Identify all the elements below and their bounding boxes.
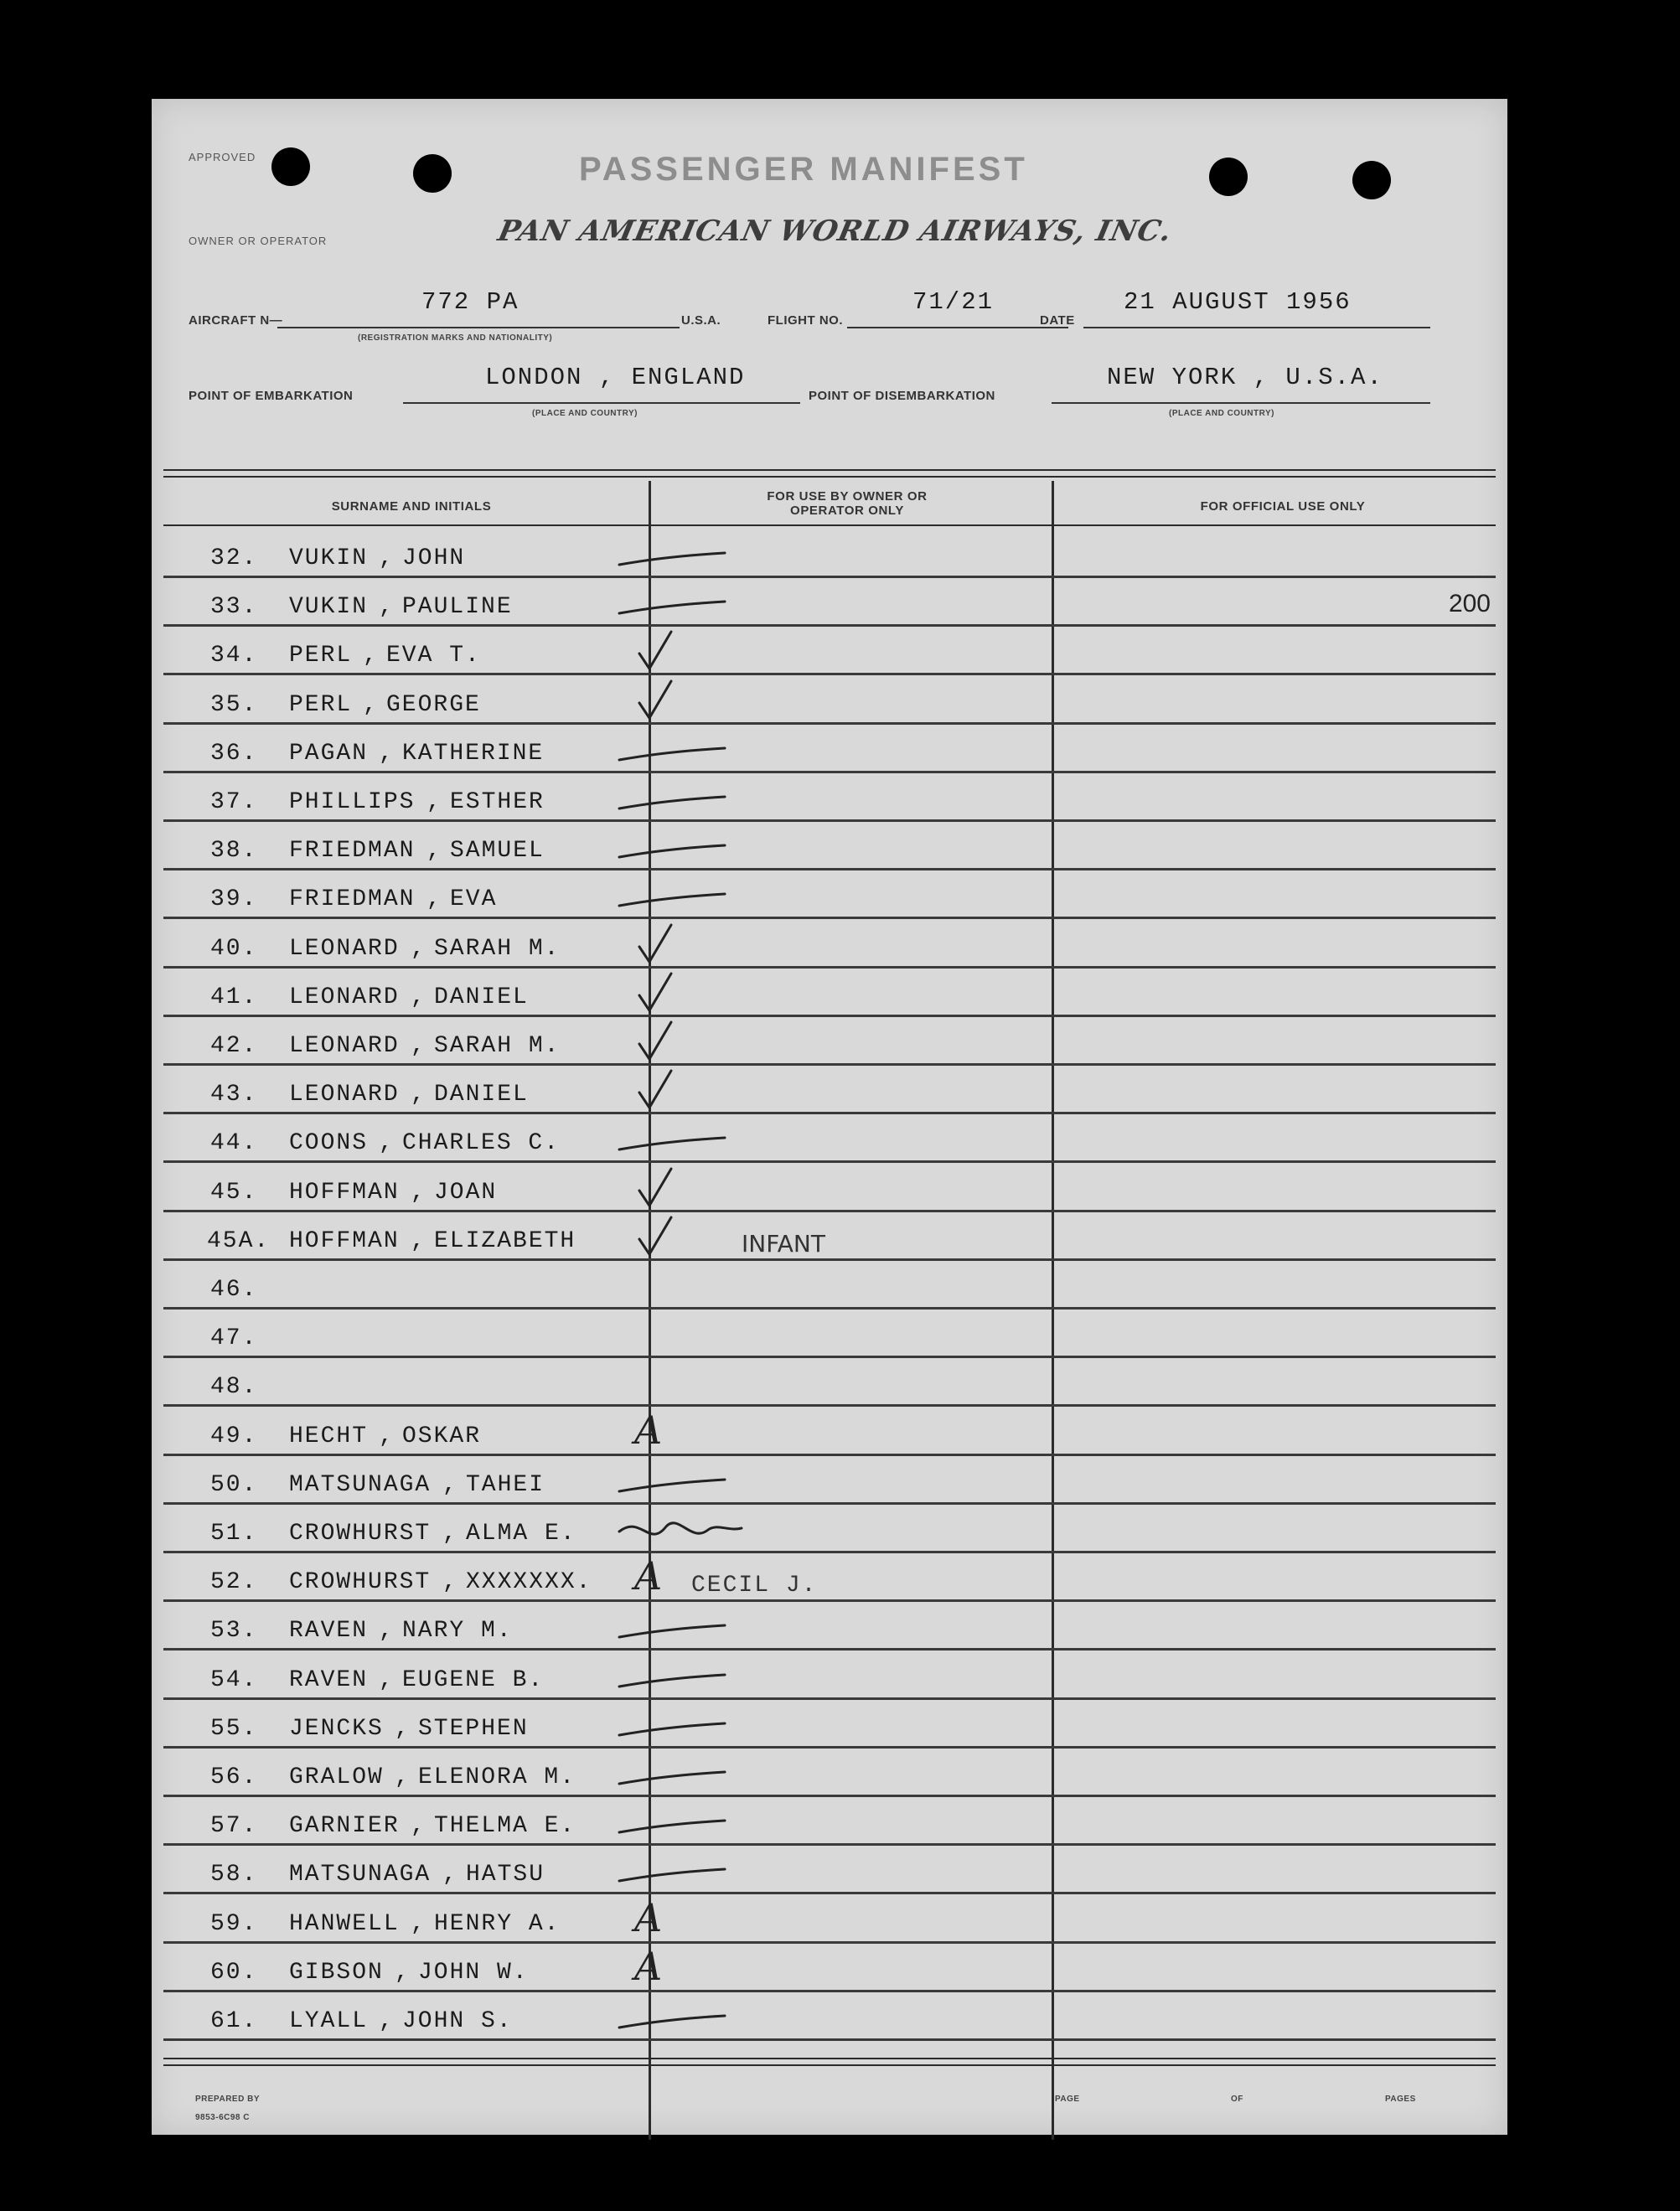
passenger-surname: LEONARD: [289, 984, 400, 1010]
passenger-row: [163, 1846, 1496, 1894]
passenger-given-name: XXXXXXX.: [466, 1569, 592, 1596]
passenger-surname: FRIEDMAN: [289, 886, 416, 913]
table-top-rule: [163, 469, 1496, 471]
name-separator: ,: [442, 1471, 457, 1498]
passenger-surname: HOFFMAN: [289, 1179, 400, 1206]
row-number: 46.: [210, 1277, 258, 1303]
embarkation-underline: [403, 402, 800, 404]
row-number: 56.: [210, 1764, 258, 1790]
manifest-sheet: [152, 99, 1507, 2135]
date-underline: [1083, 327, 1430, 328]
passenger-row: [163, 1408, 1496, 1456]
passenger-given-name: JOAN: [434, 1179, 498, 1206]
name-separator: ,: [411, 1082, 425, 1108]
passenger-row: [163, 822, 1496, 870]
check-mark-icon: [633, 922, 750, 967]
tick-dash-icon: [616, 580, 733, 625]
row-number: 61.: [210, 2008, 258, 2034]
row-number: 57.: [210, 1813, 258, 1840]
passenger-surname: LEONARD: [289, 1082, 400, 1108]
name-separator: ,: [379, 1423, 393, 1449]
passenger-given-name: JOHN W.: [418, 1959, 529, 1986]
passenger-given-name: THELMA E.: [434, 1813, 576, 1840]
flight-no-label: FLIGHT NO.: [768, 313, 843, 328]
passenger-given-name: DANIEL: [434, 1082, 529, 1108]
passenger-row: [163, 1261, 1496, 1310]
flight-no-value: 71/21: [912, 288, 995, 316]
passenger-row: [163, 1895, 1496, 1944]
name-separator: ,: [442, 1521, 457, 1547]
flight-underline: [847, 327, 1068, 328]
passenger-surname: RAVEN: [289, 1666, 369, 1693]
name-separator: ,: [426, 838, 441, 865]
pages-label: PAGES: [1385, 2095, 1416, 2104]
tick-dash-icon: [616, 824, 733, 869]
passenger-row: [163, 530, 1496, 578]
name-separator: ,: [411, 1813, 425, 1840]
row-number: 35.: [210, 691, 258, 718]
tick-dash-icon: [616, 1994, 733, 2039]
passenger-surname: PHILLIPS: [289, 789, 416, 815]
passenger-surname: VUKIN: [289, 545, 369, 571]
row-number: 41.: [210, 984, 258, 1010]
name-separator: ,: [411, 1033, 425, 1059]
passenger-given-name: JOHN: [402, 545, 466, 571]
passenger-surname: VUKIN: [289, 594, 369, 621]
page-label: PAGE: [1055, 2095, 1080, 2104]
name-separator: ,: [442, 1569, 457, 1596]
check-mark-icon: [633, 1067, 750, 1113]
row-number: 44.: [210, 1130, 258, 1157]
name-separator: ,: [379, 545, 393, 571]
passenger-surname: JENCKS: [289, 1715, 384, 1742]
row-number: 59.: [210, 1910, 258, 1937]
passenger-given-name: SAMUEL: [450, 838, 545, 865]
embarkation-value: LONDON , ENGLAND: [485, 364, 746, 391]
row-number: 55.: [210, 1715, 258, 1742]
passenger-row: [163, 1651, 1496, 1700]
column-header-owner-use: FOR USE BY OWNER OR OPERATOR ONLY: [767, 489, 928, 518]
table-bottom-rule: [163, 2064, 1496, 2066]
passenger-given-name: ALMA E.: [466, 1521, 576, 1547]
passenger-surname: FRIEDMAN: [289, 838, 416, 865]
passenger-given-name: ELIZABETH: [434, 1227, 576, 1254]
row-number: 38.: [210, 838, 258, 865]
of-label: OF: [1231, 2095, 1243, 2104]
row-number: 40.: [210, 935, 258, 962]
handwritten-a-mark: A: [634, 1407, 663, 1453]
passenger-given-name: TAHEI: [466, 1471, 545, 1498]
passenger-row: [163, 1456, 1496, 1505]
row-number: 36.: [210, 740, 258, 767]
name-separator: ,: [395, 1959, 409, 1986]
row-number: 43.: [210, 1082, 258, 1108]
row-number: 34.: [210, 643, 258, 669]
row-number: 54.: [210, 1666, 258, 1693]
passenger-surname: HANWELL: [289, 1910, 400, 1937]
check-mark-icon: [633, 970, 750, 1015]
passenger-surname: GIBSON: [289, 1959, 384, 1986]
name-separator: ,: [395, 1715, 409, 1742]
punch-hole: [271, 147, 310, 186]
check-mark-icon: [633, 1165, 750, 1211]
passenger-given-name: HATSU: [466, 1862, 545, 1888]
tick-dash-icon: [616, 1458, 733, 1503]
passenger-row: [163, 1066, 1496, 1114]
passenger-remark: INFANT: [742, 1229, 825, 1258]
row-number: 49.: [210, 1423, 258, 1449]
row-number: 45A.: [207, 1227, 271, 1254]
tick-dash-icon: [616, 531, 733, 576]
country-label: U.S.A.: [681, 313, 721, 328]
passenger-surname: GARNIER: [289, 1813, 400, 1840]
tick-dash-icon: [616, 775, 733, 820]
tick-dash-icon: [616, 1702, 733, 1747]
header-bottom-rule: [163, 524, 1496, 526]
passenger-surname: MATSUNAGA: [289, 1862, 432, 1888]
tick-dash-icon: [616, 1750, 733, 1795]
row-number: 51.: [210, 1521, 258, 1547]
passenger-given-name: KATHERINE: [402, 740, 545, 767]
passenger-given-name: DANIEL: [434, 984, 529, 1010]
passenger-surname: HOFFMAN: [289, 1227, 400, 1254]
aircraft-label: AIRCRAFT N—: [189, 313, 283, 328]
airline-name: PAN AMERICAN WORLD AIRWAYS, INC.: [494, 214, 1176, 248]
name-separator: ,: [379, 2008, 393, 2034]
row-number: 48.: [210, 1374, 258, 1401]
passenger-surname: COONS: [289, 1130, 369, 1157]
passenger-surname: PERL: [289, 643, 353, 669]
check-mark-icon: [633, 628, 750, 674]
column-header-official-use: FOR OFFICIAL USE ONLY: [1200, 499, 1366, 514]
row-number: 52.: [210, 1569, 258, 1596]
row-number: 33.: [210, 594, 258, 621]
passenger-row: [163, 1164, 1496, 1212]
table-top-rule: [163, 476, 1496, 478]
punch-hole: [413, 154, 452, 193]
prepared-by-label: PREPARED BY: [195, 2095, 260, 2104]
passenger-row: [163, 870, 1496, 919]
disembarkation-label: POINT OF DISEMBARKATION: [809, 389, 995, 403]
embarkation-label: POINT OF EMBARKATION: [189, 389, 354, 403]
passenger-row: [163, 1114, 1496, 1163]
passenger-row: [163, 1700, 1496, 1749]
passenger-given-name: SARAH M.: [434, 1033, 561, 1059]
punch-hole: [1209, 158, 1248, 196]
passenger-row: [163, 578, 1496, 627]
scribble-icon: [616, 1506, 733, 1552]
owner-label: OWNER OR OPERATOR: [189, 235, 328, 247]
date-label: DATE: [1040, 313, 1075, 328]
handwritten-a-mark: A: [634, 1894, 663, 1940]
name-separator: ,: [363, 691, 377, 718]
aircraft-underline: [277, 327, 680, 328]
official-use-value: 200: [1448, 590, 1491, 618]
check-mark-icon: [633, 678, 750, 723]
passenger-given-name: CHARLES C.: [402, 1130, 561, 1157]
passenger-row: [163, 725, 1496, 773]
passenger-given-name: OSKAR: [402, 1423, 482, 1449]
passenger-row: [163, 676, 1496, 725]
tick-dash-icon: [616, 1653, 733, 1698]
row-number: 58.: [210, 1862, 258, 1888]
tick-dash-icon: [616, 1604, 733, 1649]
date-value: 21 AUGUST 1956: [1124, 288, 1352, 316]
disembarkation-value: NEW YORK , U.S.A.: [1107, 364, 1383, 391]
passenger-given-name: SARAH M.: [434, 935, 561, 962]
passenger-given-name: ELENORA M.: [418, 1764, 576, 1790]
check-mark-icon: [633, 1214, 750, 1259]
passenger-surname: LEONARD: [289, 1033, 400, 1059]
name-separator: ,: [411, 984, 425, 1010]
handwritten-a-mark: A: [634, 1943, 663, 1989]
tick-dash-icon: [616, 1116, 733, 1161]
passenger-surname: HECHT: [289, 1423, 369, 1449]
passenger-row: [163, 969, 1496, 1017]
name-separator: ,: [395, 1764, 409, 1790]
disembarkation-underline: [1052, 402, 1430, 404]
tick-dash-icon: [616, 1799, 733, 1844]
embarkation-caption: (PLACE AND COUNTRY): [532, 409, 638, 418]
row-number: 32.: [210, 545, 258, 571]
passenger-row: [163, 773, 1496, 822]
column-header-surname: SURNAME AND INITIALS: [331, 499, 492, 514]
passenger-row: [163, 1944, 1496, 1992]
passenger-surname: LEONARD: [289, 935, 400, 962]
passenger-row: [163, 1602, 1496, 1651]
passenger-row: [163, 1992, 1496, 2041]
passenger-surname: RAVEN: [289, 1618, 369, 1645]
name-separator: ,: [411, 935, 425, 962]
name-separator: ,: [426, 789, 441, 815]
passenger-given-name: EVA: [450, 886, 498, 913]
passenger-given-name: EUGENE B.: [402, 1666, 545, 1693]
passenger-given-name: JOHN S.: [402, 2008, 513, 2034]
passenger-surname: PERL: [289, 691, 353, 718]
name-separator: ,: [379, 1130, 393, 1157]
name-separator: ,: [411, 1179, 425, 1206]
name-separator: ,: [379, 1618, 393, 1645]
name-separator: ,: [379, 740, 393, 767]
row-number: 47.: [210, 1325, 258, 1352]
name-separator: ,: [442, 1862, 457, 1888]
name-separator: ,: [411, 1910, 425, 1937]
registration-caption: (REGISTRATION MARKS AND NATIONALITY): [358, 333, 553, 343]
row-number: 53.: [210, 1618, 258, 1645]
name-separator: ,: [363, 643, 377, 669]
punch-hole: [1352, 161, 1391, 199]
passenger-surname: MATSUNAGA: [289, 1471, 432, 1498]
passenger-row: [163, 627, 1496, 675]
aircraft-value: 772 PA: [421, 288, 520, 316]
row-number: 39.: [210, 886, 258, 913]
passenger-given-name: GEORGE: [386, 691, 481, 718]
passenger-given-name: STEPHEN: [418, 1715, 529, 1742]
form-number: 9853-6C98 C: [195, 2113, 250, 2122]
passenger-given-name: PAULINE: [402, 594, 513, 621]
passenger-row: [163, 1797, 1496, 1846]
passenger-row: [163, 1017, 1496, 1066]
form-title: PASSENGER MANIFEST: [579, 151, 1028, 188]
row-rule: [163, 2038, 1496, 2041]
passenger-given-name: NARY M.: [402, 1618, 513, 1645]
passenger-surname: LYALL: [289, 2008, 369, 2034]
tick-dash-icon: [616, 726, 733, 772]
name-separator: ,: [379, 1666, 393, 1693]
passenger-surname: CROWHURST: [289, 1521, 432, 1547]
name-separator: ,: [426, 886, 441, 913]
passenger-row: [163, 920, 1496, 969]
tick-dash-icon: [616, 872, 733, 917]
disembarkation-caption: (PLACE AND COUNTRY): [1169, 409, 1274, 418]
passenger-row: [163, 1212, 1496, 1261]
row-number: 42.: [210, 1033, 258, 1059]
row-number: 45.: [210, 1179, 258, 1206]
passenger-row: [163, 1358, 1496, 1407]
tick-dash-icon: [616, 1847, 733, 1893]
passenger-row: [163, 1310, 1496, 1358]
check-mark-icon: [633, 1019, 750, 1064]
passenger-given-name: ESTHER: [450, 789, 545, 815]
passenger-remark: CECIL J.: [691, 1573, 818, 1599]
handwritten-a-mark: A: [634, 1553, 663, 1599]
passenger-given-name: HENRY A.: [434, 1910, 561, 1937]
name-separator: ,: [411, 1227, 425, 1254]
table-bottom-rule: [163, 2058, 1496, 2059]
row-number: 60.: [210, 1959, 258, 1986]
row-number: 50.: [210, 1471, 258, 1498]
passenger-surname: GRALOW: [289, 1764, 384, 1790]
name-separator: ,: [379, 594, 393, 621]
passenger-row: [163, 1553, 1496, 1602]
approval-stamp: APPROVED: [189, 151, 256, 163]
row-number: 37.: [210, 789, 258, 815]
passenger-surname: PAGAN: [289, 740, 369, 767]
passenger-row: [163, 1505, 1496, 1553]
passenger-row: [163, 1749, 1496, 1797]
passenger-surname: CROWHURST: [289, 1569, 432, 1596]
passenger-given-name: EVA T.: [386, 643, 481, 669]
